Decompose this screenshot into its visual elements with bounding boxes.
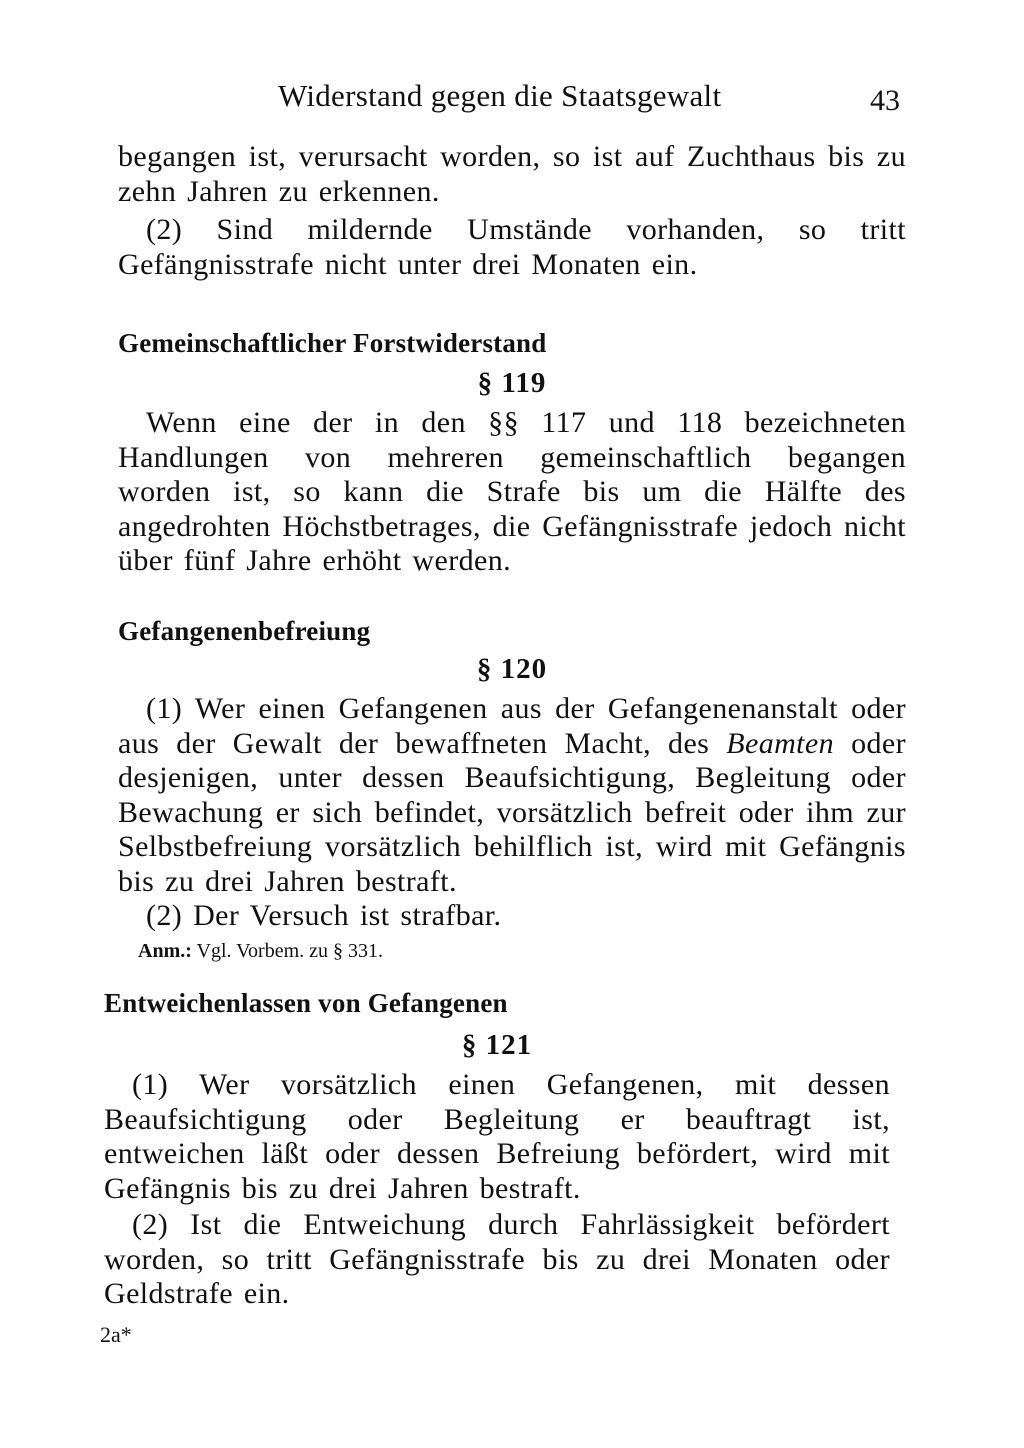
section-heading: Entweichenlassen von Gefangenen — [104, 988, 508, 1018]
annotation-note — [118, 940, 906, 963]
section-paragraph-2: (2) Der Versuch ist strafbar. — [146, 899, 502, 932]
intro-block — [118, 140, 906, 282]
section-heading: Gemeinschaftlicher Forstwiderstand — [118, 328, 547, 358]
section-119 — [118, 328, 906, 579]
section-number: § 121 — [461, 1029, 533, 1061]
running-title: Widerstand gegen die Staatsgewalt — [278, 78, 722, 113]
printer-signature: 2a* — [100, 1322, 132, 1347]
note-text: Vgl. Vorbem. zu § 331. — [191, 939, 384, 962]
section-paragraph-1: (1) Wer vorsätzlich einen Gefangenen, mit dessen Beaufsichtigung oder Begleitung er beauftragt ist, entweichen läßt oder dessen Befreiung befördert, wird mit Gefängnis bis zu drei Jahren bestraft. — [104, 1068, 890, 1205]
intro-paragraph-1: begangen ist, verursacht worden, so ist auf Zuchthaus bis zu zehn Jahren zu erkennen. — [118, 140, 906, 208]
section-number: § 119 — [477, 367, 547, 399]
section-paragraph-2: (2) Ist die Entweichung durch Fahrlässigkeit befördert worden, so tritt Gefängnisstrafe bis zu drei Monaten oder Geldstrafe ein. — [104, 1208, 890, 1310]
note-label: Anm.: — [138, 939, 192, 962]
section-paragraph-1 — [118, 692, 906, 899]
intro-paragraph-2: (2) Sind mildernde Umstände vorhanden, so tritt Gefängnisstrafe nicht unter drei Monaten ein. — [118, 213, 906, 281]
page-number: 43 — [870, 84, 900, 117]
paragraph-text-end: oder desjenigen, unter dessen Beaufsichtigung, Begleitung oder Bewachung er sich befindet, vorsätzlich befreit oder ihm zur Selbstbefreiung vorsätzlich behilflich ist, wird mit Gefängnis bis zu drei Jahren bestraft. — [118, 726, 906, 898]
paragraph-text-start: (1) Wer einen Gefangenen aus der Gefangenenanstalt oder aus der Gewalt der bewaffneten Macht, des — [118, 692, 906, 760]
section-heading: Gefangenenbefreiung — [118, 616, 371, 646]
emphasized-word: Beamten — [726, 726, 835, 760]
section-121 — [104, 988, 890, 1312]
section-paragraph-1: Wenn eine der in den §§ 117 und 118 bezeichneten Handlungen von mehreren gemeinschaftlich begangen worden ist, so kann die Strafe bis um die Hälfte des angedrohten Höchstbetrages, die Gefängnisstrafe jedoch nicht über fünf Jahre erhöht werden. — [118, 406, 906, 577]
section-number: § 120 — [476, 653, 548, 685]
section-120 — [118, 616, 906, 963]
